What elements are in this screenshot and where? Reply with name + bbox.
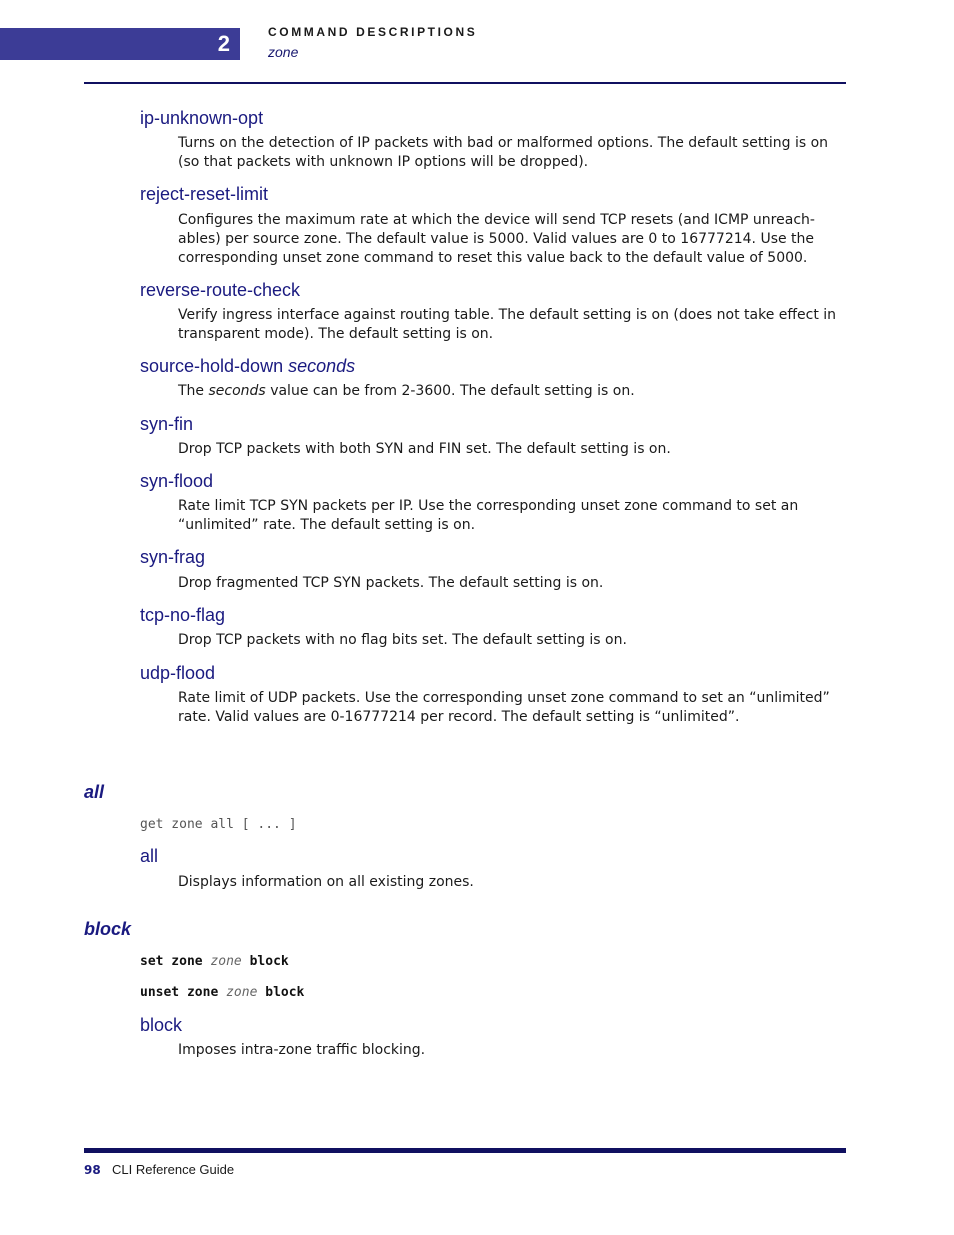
- term-tcp-no-flag: tcp-no-flag: [140, 605, 226, 625]
- footer-divider: [84, 1148, 846, 1153]
- desc-syn-flood: Rate limit TCP SYN packets per IP. Use the corresponding unset zone command to set an “unlimited” rate. The default setting is on.: [178, 498, 799, 533]
- term-syn-frag: syn-frag: [140, 547, 206, 567]
- syntax-set-zone-block-pre: set zone: [140, 954, 203, 969]
- term-syn-fin: syn-fin: [140, 414, 194, 434]
- desc-reverse-route-check: Verify ingress interface against routing table. The default setting is on (does not take effect in transparent mode). The default setting is on.: [178, 307, 837, 342]
- term-source-hold-down-name: source-hold-down: [140, 356, 284, 376]
- section-title: COMMAND DESCRIPTIONS: [268, 25, 478, 39]
- syntax-unset-zone-block-arg: zone: [226, 985, 258, 1000]
- syntax-unset-zone-block-post: block: [265, 985, 305, 1000]
- term-source-hold-down-arg: seconds: [288, 356, 356, 376]
- syntax-unset-zone-block: [140, 985, 304, 1000]
- term-ip-unknown-opt: ip-unknown-opt: [140, 108, 264, 128]
- page-number: 98: [84, 1163, 101, 1177]
- desc-source-hold-down: [178, 382, 842, 401]
- term-syn-flood: syn-flood: [140, 471, 214, 491]
- term-block: block: [140, 1015, 183, 1035]
- desc-syn-frag: Drop fragmented TCP SYN packets. The default setting is on.: [178, 575, 604, 591]
- desc-reject-reset-limit: Configures the maximum rate at which the device will send TCP resets (and ICMP unreach-ables) per source zone. The default value is 5000. Valid values are 0 to 16777214. Use the corresponding unset zone command to reset this value back to the default value of 5000.: [178, 212, 815, 266]
- syntax-set-zone-block-post: block: [249, 954, 289, 969]
- term-source-hold-down: [140, 356, 355, 377]
- desc-udp-flood: Rate limit of UDP packets. Use the corresponding unset zone command to set an “unlimited” rate. Valid values are 0-16777214 per record. The default setting is “unlimited”.: [178, 690, 830, 725]
- desc-tcp-no-flag: Drop TCP packets with no flag bits set. The default setting is on.: [178, 632, 627, 648]
- term-reject-reset-limit: reject-reset-limit: [140, 184, 269, 204]
- term-udp-flood: udp-flood: [140, 663, 216, 683]
- desc-syn-fin: Drop TCP packets with both SYN and FIN set. The default setting is on.: [178, 441, 671, 457]
- syntax-set-zone-block: [140, 954, 289, 969]
- desc-block: Imposes intra-zone traffic blocking.: [178, 1042, 426, 1058]
- chapter-tab: [0, 28, 240, 60]
- syntax-unset-zone-block-pre: unset zone: [140, 985, 219, 1000]
- desc-all: Displays information on all existing zones.: [178, 874, 474, 890]
- desc-source-hold-down-arg: seconds: [208, 383, 266, 399]
- syntax-get-zone-all: get zone all [ ... ]: [140, 817, 297, 832]
- section-heading-all: all: [84, 782, 105, 802]
- desc-ip-unknown-opt: Turns on the detection of IP packets with bad or malformed options. The default setting is on (so that packets with unknown IP options will be dropped).: [178, 135, 829, 170]
- section-heading-block: block: [84, 919, 132, 939]
- chapter-number: 2: [217, 31, 230, 56]
- term-all: all: [140, 846, 159, 866]
- desc-source-hold-down-prefix: The: [178, 383, 205, 399]
- guide-title: CLI Reference Guide: [112, 1162, 235, 1177]
- term-reverse-route-check: reverse-route-check: [140, 280, 301, 300]
- subsection-title: zone: [268, 44, 299, 60]
- desc-source-hold-down-text: value can be from 2-3600. The default setting is on.: [270, 383, 635, 399]
- header-divider: [84, 82, 846, 84]
- syntax-set-zone-block-arg: zone: [210, 954, 242, 969]
